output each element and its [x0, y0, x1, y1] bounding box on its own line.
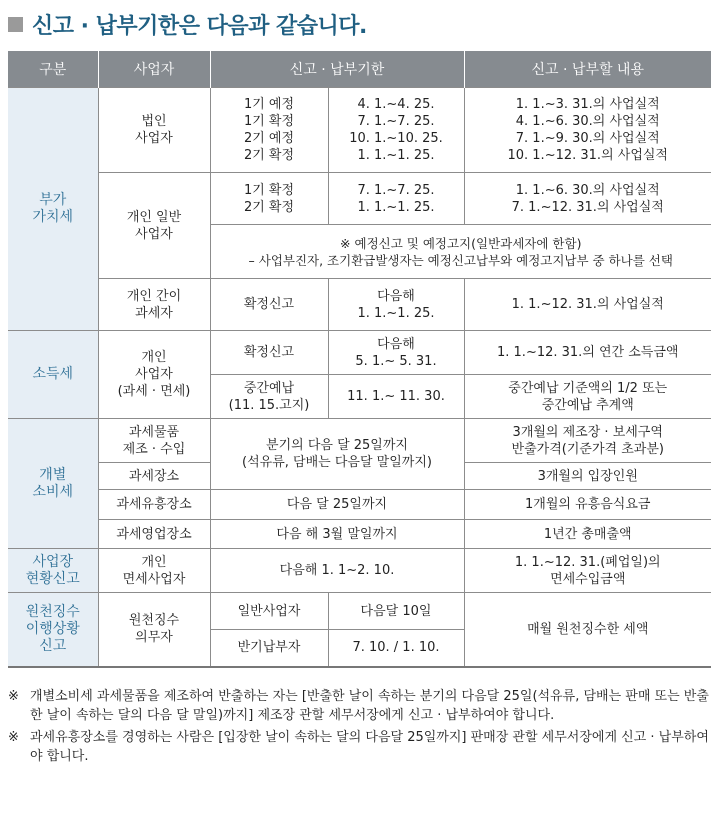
withholding-sub-1: 일반사업자 [210, 593, 328, 630]
table-row [8, 593, 711, 630]
header-business-type: 사업자 [98, 51, 210, 88]
corp-contents: 1. 1.~3. 31.의 사업실적 4. 1.~6. 30.의 사업실적 7. 1.~9. 30.의 사업실적 10. 1.~12. 31.의 사업실적 [464, 88, 711, 173]
title-text: 신고 · 납부기한은 다음과 같습니다. [32, 13, 367, 39]
table-row [8, 419, 711, 463]
withholding-content: 매월 원천징수한 세액 [464, 593, 711, 667]
income-deadline-1: 다음해 5. 1.~ 5. 31. [328, 331, 464, 375]
excise-type-1: 과세물품 제조 · 수입 [98, 419, 210, 463]
type-corp: 법인 사업자 [98, 88, 210, 173]
corp-deadlines: 4. 1.~4. 25. 7. 1.~7. 25. 10. 1.~10. 25. 1. 1.~1. 25. [328, 88, 464, 173]
title-square-icon [8, 17, 23, 32]
excise-type-4: 과세영업장소 [98, 520, 210, 549]
business-status-content: 1. 1.~12. 31.(폐업일)의 면세수입금액 [464, 549, 711, 593]
category-withholding: 원천징수 이행상황 신고 [8, 593, 98, 667]
excise-type-2: 과세장소 [98, 463, 210, 490]
footnote-mark: ※ [8, 689, 19, 704]
income-deadline-2: 11. 1.~ 11. 30. [328, 375, 464, 419]
category-excise: 개별 소비세 [8, 419, 98, 549]
general-contents: 1. 1.~6. 30.의 사업실적 7. 1.~12. 31.의 사업실적 [464, 173, 711, 225]
table-row [8, 549, 711, 593]
table-row [8, 331, 711, 375]
excise-deadline-4: 다음 해 3월 말일까지 [210, 520, 464, 549]
type-income: 개인 사업자 (과세 · 면세) [98, 331, 210, 419]
header-deadline: 신고 · 납부기한 [210, 51, 464, 88]
tax-deadline-table [8, 51, 711, 668]
table-row [8, 88, 711, 173]
simple-content: 1. 1.~12. 31.의 사업실적 [464, 279, 711, 331]
simple-deadline: 다음해 1. 1.~1. 25. [328, 279, 464, 331]
simple-period: 확정신고 [210, 279, 328, 331]
income-period-2: 중간예납 (11. 15.고지) [210, 375, 328, 419]
category-vat: 부가 가치세 [8, 88, 98, 331]
table-row [8, 520, 711, 549]
withholding-deadline-2: 7. 10. / 1. 10. [328, 630, 464, 667]
withholding-deadline-1: 다음달 10일 [328, 593, 464, 630]
type-simple: 개인 간이 과세자 [98, 279, 210, 331]
general-note: ※ 예정신고 및 예정고지(일반과세자에 한함) – 사업부진자, 조기환급발생자는 예정신고납부와 예정고지납부 중 하나를 선택 [210, 225, 711, 279]
footnote-text: 개별소비세 과세물품을 제조하여 반출하는 자는 [반출한 날이 속하는 분기의 다음달 25일(석유류, 담배는 판매 또는 반출한 날이 속하는 달의 다음 달 말일)까지] 제조장 관할 세무서장에게 신고 · 납부하여야 합니다. [30, 689, 709, 723]
corp-periods: 1기 예정 1기 확정 2기 예정 2기 확정 [210, 88, 328, 173]
general-deadlines: 7. 1.~7. 25. 1. 1.~1. 25. [328, 173, 464, 225]
footnotes [8, 687, 712, 769]
general-periods: 1기 확정 2기 확정 [210, 173, 328, 225]
header-content: 신고 · 납부할 내용 [464, 51, 711, 88]
header-category: 구분 [8, 51, 98, 88]
excise-content-4: 1년간 총매출액 [464, 520, 711, 549]
business-status-deadline: 다음해 1. 1~2. 10. [210, 549, 464, 593]
table-row [8, 173, 711, 225]
income-content-1: 1. 1.~12. 31.의 연간 소득금액 [464, 331, 711, 375]
excise-content-1: 3개월의 제조장 · 보세구역 반출가격(기준가격 초과분) [464, 419, 711, 463]
footnote-item [8, 728, 712, 766]
category-income: 소득세 [8, 331, 98, 419]
income-content-2: 중간예납 기준액의 1/2 또는 중간예납 추계액 [464, 375, 711, 419]
income-period-1: 확정신고 [210, 331, 328, 375]
withholding-sub-2: 반기납부자 [210, 630, 328, 667]
page-title [8, 6, 367, 42]
business-status-type: 개인 면세사업자 [98, 549, 210, 593]
footnote-text: 과세유흥장소를 경영하는 사람은 [입장한 날이 속하는 달의 다음달 25일까지] 판매장 관할 세무서장에게 신고 · 납부하여야 합니다. [30, 730, 709, 764]
excise-deadline-3: 다음 달 25일까지 [210, 490, 464, 520]
withholding-type: 원천징수 의무자 [98, 593, 210, 667]
excise-content-2: 3개월의 입장인원 [464, 463, 711, 490]
table-row [8, 279, 711, 331]
table-row [8, 490, 711, 520]
excise-content-3: 1개월의 유흥음식요금 [464, 490, 711, 520]
type-general: 개인 일반 사업자 [98, 173, 210, 279]
footnote-item [8, 687, 712, 725]
excise-type-3: 과세유흥장소 [98, 490, 210, 520]
footnote-mark: ※ [8, 730, 19, 745]
table-header-row [8, 51, 711, 88]
excise-shared-deadline: 분기의 다음 달 25일까지 (석유류, 담배는 다음달 말일까지) [210, 419, 464, 490]
category-business-status: 사업장 현황신고 [8, 549, 98, 593]
